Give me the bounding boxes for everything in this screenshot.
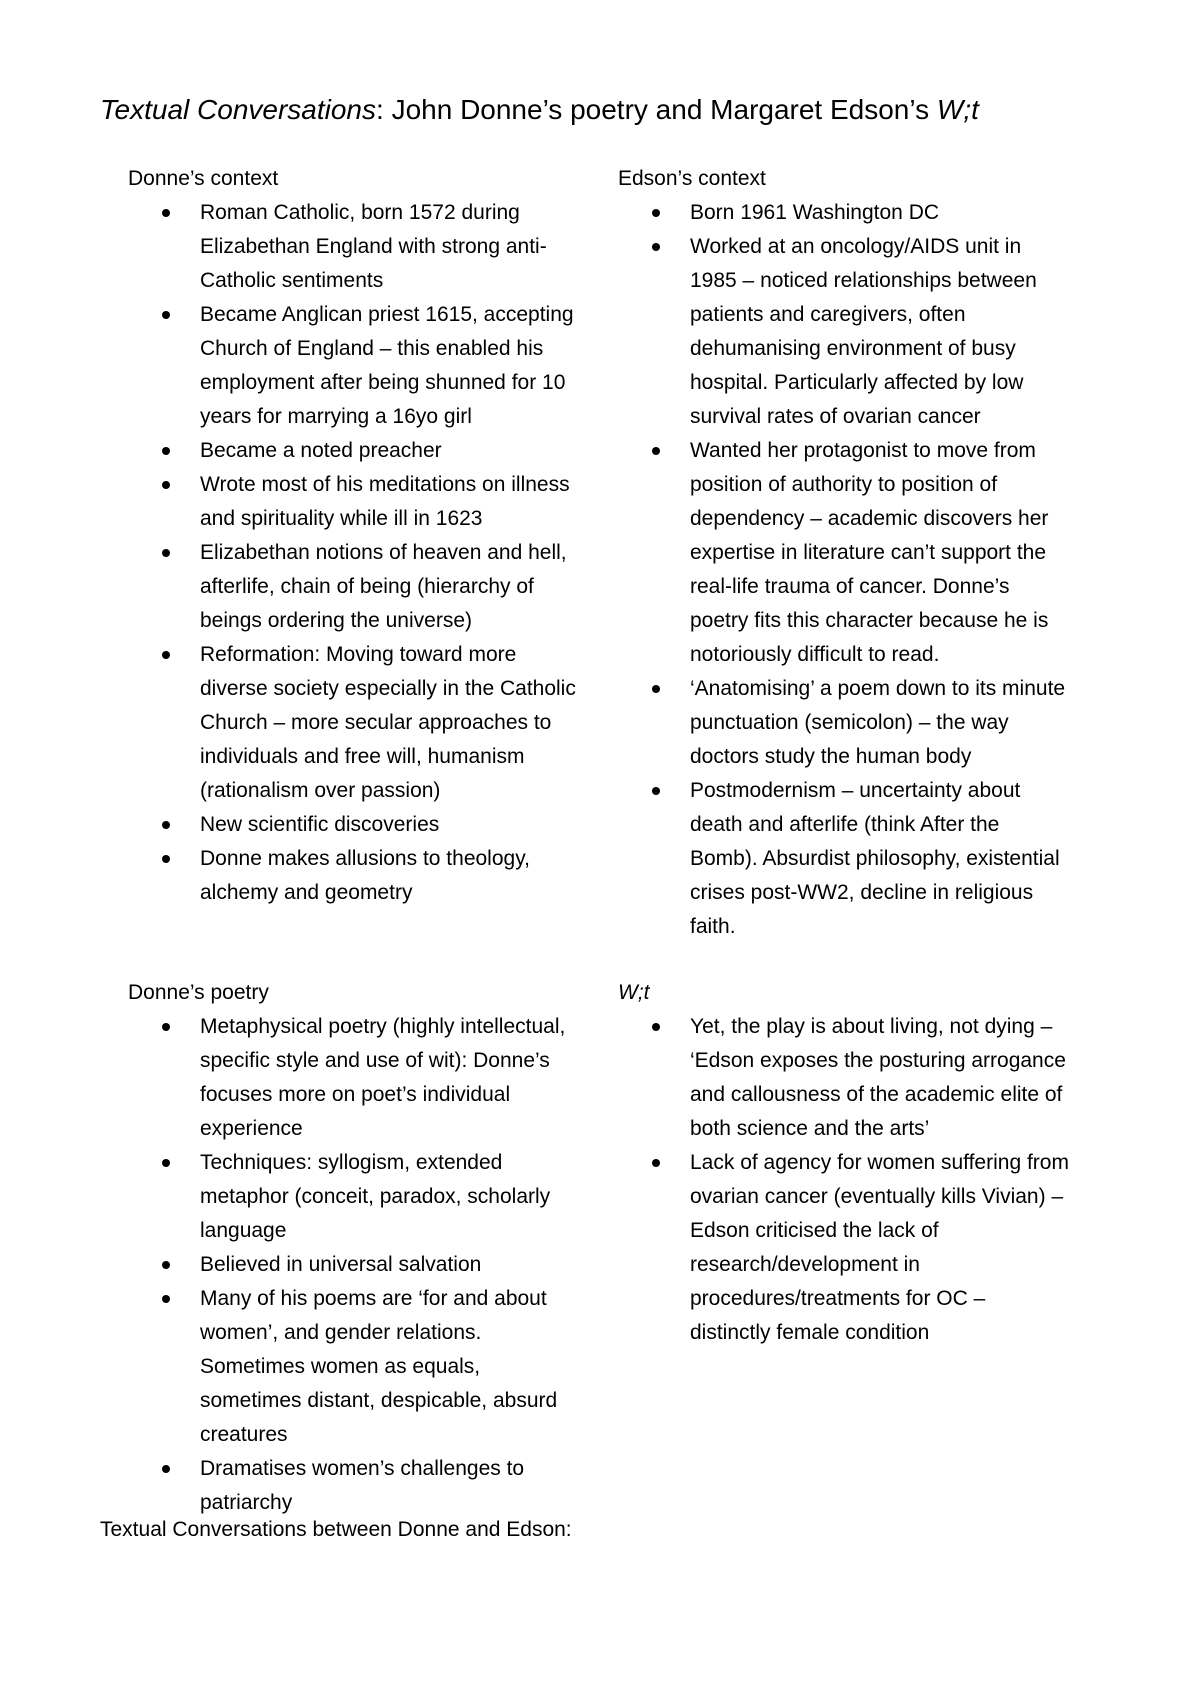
list-item	[590, 196, 1070, 230]
list-item-text: New scientific discoveries	[200, 813, 440, 836]
list-item-text: Donne makes allusions to theology, alchemy and geometry	[200, 847, 530, 904]
list-item-text: Born 1961 Washington DC	[690, 201, 940, 224]
list-item	[590, 1146, 1070, 1350]
section-heading: W;t	[618, 981, 650, 1004]
title-italic-end: W;t	[936, 94, 979, 125]
page-title	[100, 90, 979, 130]
list-item	[590, 1010, 1070, 1146]
bullet-icon	[162, 311, 170, 319]
list-item-text: Reformation: Moving toward more diverse society especially in the Catholic Church – more secular approaches to individuals and free will, humanism (rationalism over passion)	[200, 643, 576, 802]
bullet-icon	[162, 1023, 170, 1031]
list-item-text: Wanted her protagonist to move from position of authority to position of dependency – academic discovers her expertise in literature can’t support the real-life trauma of cancer. Donne’s poetry fits this character because he is notoriously difficult to read.	[690, 439, 1049, 666]
wit-section	[590, 976, 1070, 1350]
bullet-icon	[162, 651, 170, 659]
list-item	[100, 1282, 580, 1452]
bullet-icon	[652, 209, 660, 217]
list-item-text: Became a noted preacher	[200, 439, 442, 462]
bullet-list	[100, 1010, 580, 1520]
list-item	[100, 1146, 580, 1248]
bullet-list	[590, 196, 1070, 944]
list-item	[100, 196, 580, 298]
bullet-icon	[162, 1295, 170, 1303]
bullet-icon	[652, 447, 660, 455]
bullet-icon	[162, 1159, 170, 1167]
donne-poetry-section	[100, 976, 580, 1520]
list-item-text: Postmodernism – uncertainty about death and afterlife (think After the Bomb). Absurdist philosophy, existential crises post-WW2, decline in religious faith.	[690, 779, 1060, 938]
section-heading: Donne’s context	[128, 167, 279, 190]
bullet-icon	[162, 447, 170, 455]
bullet-icon	[162, 549, 170, 557]
bullet-icon	[652, 685, 660, 693]
list-item-text: Yet, the play is about living, not dying – ‘Edson exposes the posturing arrogance and callousness of the academic elite of both science and the arts’	[690, 1015, 1066, 1140]
list-item	[100, 468, 580, 536]
list-item	[100, 1010, 580, 1146]
bullet-icon	[652, 243, 660, 251]
closing-heading: Textual Conversations between Donne and Edson:	[100, 1518, 572, 1541]
list-item	[590, 774, 1070, 944]
list-item	[100, 842, 580, 910]
list-item-text: Many of his poems are ‘for and about women’, and gender relations. Sometimes women as equals, sometimes distant, despicable, absurd creatures	[200, 1287, 558, 1446]
section-heading: Donne’s poetry	[128, 981, 269, 1004]
list-item	[590, 230, 1070, 434]
bullet-icon	[162, 821, 170, 829]
list-item-text: Roman Catholic, born 1572 during Elizabethan England with strong anti-Catholic sentiments	[200, 201, 547, 292]
bullet-icon	[162, 1261, 170, 1269]
list-item-text: ‘Anatomising’ a poem down to its minute punctuation (semicolon) – the way doctors study the human body	[690, 677, 1066, 768]
list-item	[100, 808, 580, 842]
list-item-text: Wrote most of his meditations on illness and spirituality while ill in 1623	[200, 473, 570, 530]
bullet-icon	[652, 1159, 660, 1167]
list-item	[100, 536, 580, 638]
list-item-text: Believed in universal salvation	[200, 1253, 482, 1276]
list-item	[590, 434, 1070, 672]
bullet-list	[100, 196, 580, 910]
list-item-text: Elizabethan notions of heaven and hell, afterlife, chain of being (hierarchy of beings ordering the universe)	[200, 541, 567, 632]
list-item	[100, 638, 580, 808]
list-item-text: Metaphysical poetry (highly intellectual, specific style and use of wit): Donne’s focuses more on poet’s individual experience	[200, 1015, 566, 1140]
title-italic-part: Textual Conversations	[100, 94, 377, 125]
list-item	[100, 1452, 580, 1520]
section-heading: Edson’s context	[618, 167, 766, 190]
bullet-icon	[162, 481, 170, 489]
list-item	[590, 672, 1070, 774]
list-item-text: Worked at an oncology/AIDS unit in 1985 – noticed relationships between patients and caregivers, often dehumanising environment of busy hospital. Particularly affected by low survival rates of ovarian cancer	[690, 235, 1037, 428]
title-plain-part: : John Donne’s poetry and Margaret Edson’s	[376, 94, 937, 125]
bullet-icon	[652, 787, 660, 795]
list-item	[100, 434, 580, 468]
donne-context-section	[100, 162, 580, 910]
bullet-list	[590, 1010, 1070, 1350]
list-item-text: Lack of agency for women suffering from ovarian cancer (eventually kills Vivian) – Edson criticised the lack of research/development in procedures/treatments for OC – distinctly female condition	[690, 1151, 1069, 1344]
bullet-icon	[162, 855, 170, 863]
list-item	[100, 298, 580, 434]
bullet-icon	[162, 209, 170, 217]
list-item	[100, 1248, 580, 1282]
bullet-icon	[162, 1465, 170, 1473]
edson-context-section	[590, 162, 1070, 944]
bullet-icon	[652, 1023, 660, 1031]
list-item-text: Dramatises women’s challenges to patriarchy	[200, 1457, 525, 1514]
list-item-text: Became Anglican priest 1615, accepting Church of England – this enabled his employment after being shunned for 10 years for marrying a 16yo girl	[200, 303, 574, 428]
list-item-text: Techniques: syllogism, extended metaphor (conceit, paradox, scholarly language	[200, 1151, 551, 1242]
